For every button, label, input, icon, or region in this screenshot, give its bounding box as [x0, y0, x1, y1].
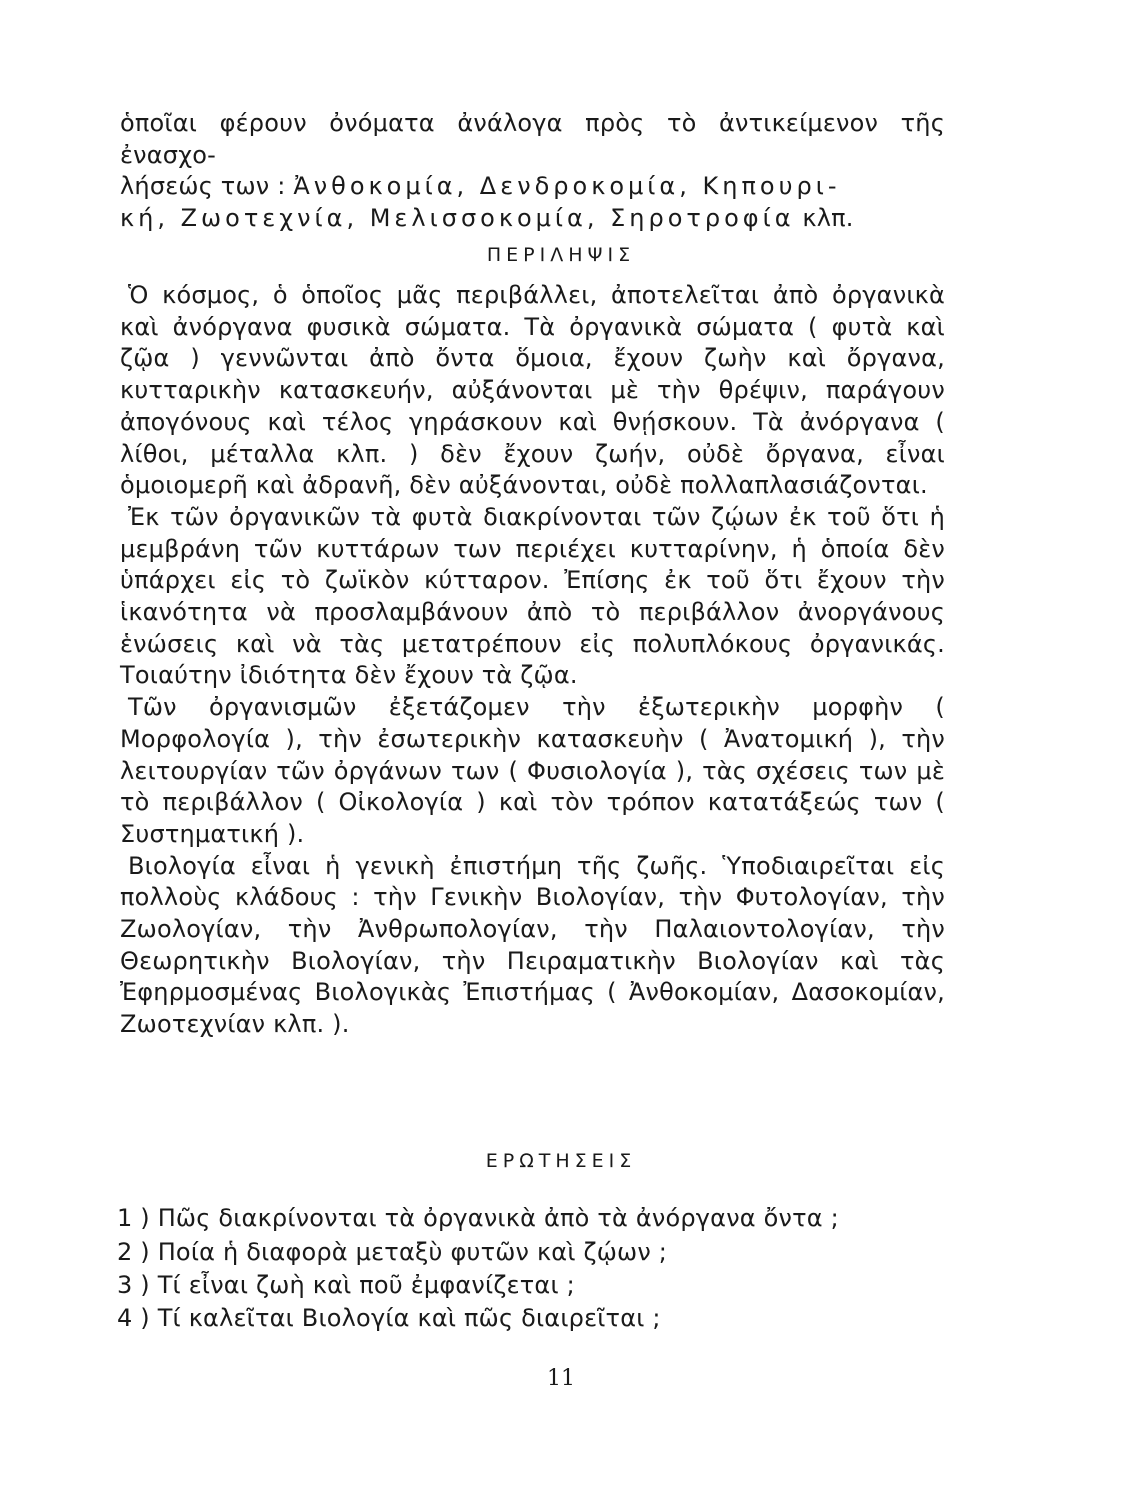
- summary-paragraph-1: Ὁ κόσμος, ὁ ὁποῖος μᾶς περιβάλλει, ἀποτελεῖται ἀπὸ ὀργανικὰ καὶ ἀνόργανα φυσικὰ σώματα. Τὰ ὀργανικὰ σώματα ( φυτὰ καὶ ζῷα ) γεννῶνται ἀπὸ ὄντα ὅμοια, ἔχουν ζωὴν καὶ ὄργανα, κυτταρικὴν κατασκευήν, αὐξάνονται μὲ τὴν θρέψιν, παράγουν ἀπογόνους καὶ τέλος γηράσκουν καὶ θνῄσκουν. Τὰ ἀνόργανα ( λίθοι, μέταλλα κλπ. ) δὲν ἔχουν ζωήν, οὐδὲ ὄργανα, εἶναι ὁμοιομερῆ καὶ ἀδρανῆ, δὲν αὐξάνονται, οὐδὲ πολλαπλασιάζονται.: [120, 281, 945, 500]
- summary-paragraph-2: Ἐκ τῶν ὀργανικῶν τὰ φυτὰ διακρίνονται τῶν ζῴων ἐκ τοῦ ὅτι ἡ μεμβράνη τῶν κυττάρων των περιέχει κυτταρίνην, ἡ ὁποία δὲν ὑπάρχει εἰς τὸ ζωϊκὸν κύτταρον. Ἐπίσης ἐκ τοῦ ὅτι ἔχουν τὴν ἱκανότητα νὰ προσλαμβάνουν ἀπὸ τὸ περιβάλλον ἀνοργάνους ἑνώσεις καὶ νὰ τὰς μετατρέπουν εἰς πολυπλόκους ὀργανικάς. Τοιαύτην ἰδιότητα δὲν ἔχουν τὰ ζῷα.: [120, 502, 945, 690]
- intro-line-2: [120, 171, 945, 203]
- question-item-4: 4 ) Τί καλεῖται Βιολογία καὶ πῶς διαιρεῖται ;: [117, 1304, 661, 1332]
- intro-terms-2: κή, Ζωοτεχνία, Μελισσοκομία, Σηροτροφία: [120, 204, 795, 233]
- question-item-2: 2 ) Ποία ἡ διαφορὰ μεταξὺ φυτῶν καὶ ζῴων ;: [117, 1238, 668, 1266]
- question-item-3: 3 ) Τί εἶναι ζωὴ καὶ ποῦ ἐμφανίζεται ;: [117, 1271, 575, 1299]
- intro-paragraph: [120, 108, 945, 235]
- summary-paragraph-4: Βιολογία εἶναι ἡ γενικὴ ἐπιστήμη τῆς ζωῆς. Ὑποδιαιρεῖται εἰς πολλοὺς κλάδους : τὴν Γενικὴν Βιολογίαν, τὴν Φυτολογίαν, τὴν Ζωολογίαν, τὴν Ἀνθρωπολογίαν, τὴν Παλαιοντολογίαν, τὴν Θεωρητικὴν Βιολογίαν, τὴν Πειραματικὴν Βιολογίαν καὶ τὰς Ἐφηρμοσμένας Βιολογικὰς Ἐπιστήμας ( Ἀνθοκομίαν, Δασοκομίαν, Ζωοτεχνίαν κλπ. ).: [120, 851, 945, 1039]
- intro-line-3: [120, 203, 945, 235]
- page-number: 11: [547, 1366, 575, 1391]
- summary-paragraph-3: Τῶν ὀργανισμῶν ἐξετάζομεν τὴν ἐξωτερικὴν μορφὴν ( Μορφολογία ), τὴν ἐσωτερικὴν κατασκευὴν ( Ἀνατομική ), τὴν λειτουργίαν τῶν ὀργάνων των ( Φυσιολογία ), τὰς σχέσεις των μὲ τὸ περιβάλλον ( Οἰκολογία ) καὶ τὸν τρόπον κατατάξεώς των ( Συστηματική ).: [120, 693, 945, 848]
- question-item-1: 1 ) Πῶς διακρίνονται τὰ ὀργανικὰ ἀπὸ τὰ ἀνόργανα ὄντα ;: [117, 1204, 839, 1232]
- summary-body: [120, 280, 945, 1041]
- intro-terms-1: Ἀνθοκομία, Δενδροκομία, Κηπουρι-: [293, 172, 841, 201]
- intro-line-3-suffix: κλπ.: [794, 204, 854, 233]
- questions-heading: ΕΡΩΤΗΣΕΙΣ: [485, 1150, 637, 1172]
- intro-line-2-prefix: λήσεώς των :: [120, 172, 294, 201]
- summary-heading: ΠΕΡΙΛΗΨΙΣ: [486, 244, 636, 266]
- intro-line-1: ὁποῖαι φέρουν ὀνόματα ἀνάλογα πρὸς τὸ ἀντικείμενον τῆς ἐνασχο-: [120, 109, 945, 169]
